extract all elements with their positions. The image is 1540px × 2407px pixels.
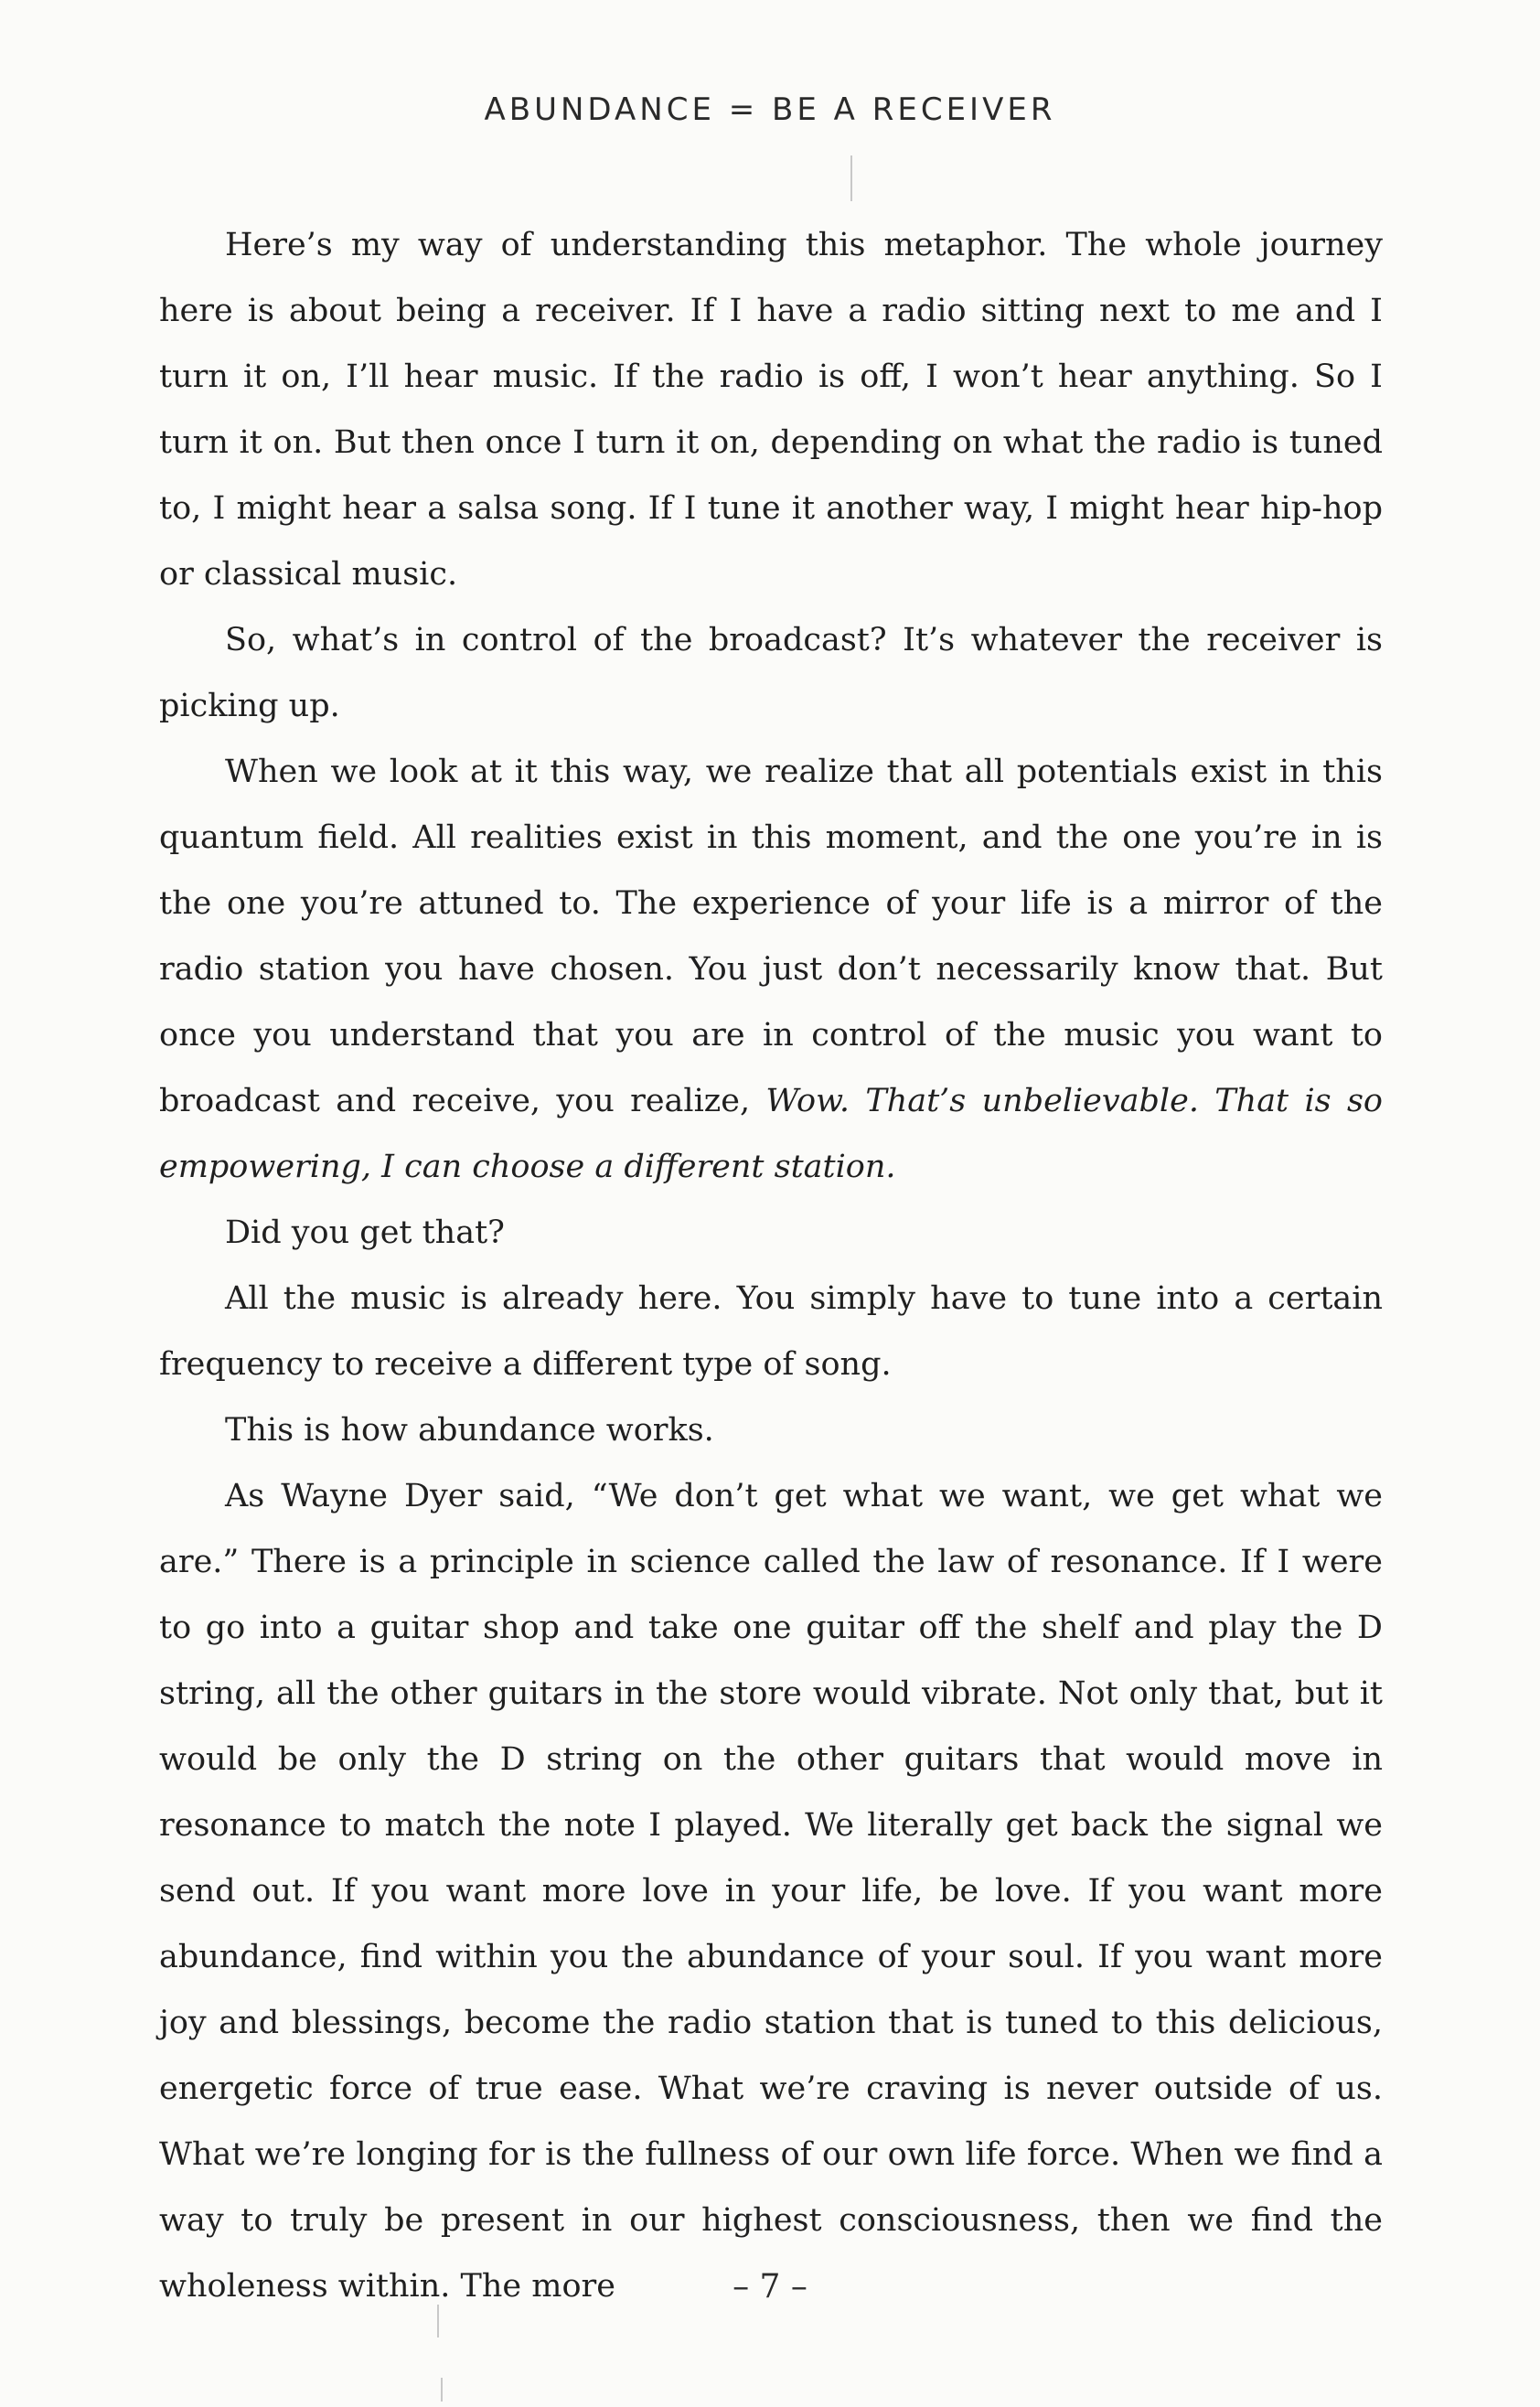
paragraph-7-text: As Wayne Dyer said, “We don’t get what we want, we get what we are.” There is a principle in science called the law of resonance. If I were to go into a guitar shop and take one guitar off the shelf and play the D string, all the other guitars in the store would vibrate. Not only that, but it would be only the D string on the other guitars that would move in resonance to match the note I played. We literally get back the signal we send out. If you want more love in your life, be love. If you want more abundance, find within you the abundance of your soul. If you want more joy and blessings, become the radio station that is tuned to this delicious, energetic force of true ease. What we’re craving is never outside of us. What we’re longing for is the fullness of our own life force. When we find a way to truly be present in our highest consciousness, then we find the wholeness within. The more [159,1478,1383,2305]
running-head: ABUNDANCE = BE A RECEIVER [484,91,1056,128]
paragraph-6 [159,1397,1383,1463]
paragraph-1-text: Here’s my way of understanding this metaphor. The whole journey here is about being a receiver. If I have a radio sitting next to me and I turn it on, I’ll hear music. If the radio is off, I won’t hear anything. So I turn it on. But then once I turn it on, depending on what the radio is tuned to, I might hear a salsa song. If I tune it another way, I might hear hip-hop or classical music. [159,227,1383,593]
paragraph-5-text: All the music is already here. You simply have to tune into a certain frequency to receive a different type of song. [159,1280,1383,1383]
paragraph-2 [159,607,1383,739]
page-number: – 7 – [733,2268,807,2305]
paragraph-5 [159,1266,1383,1397]
paragraph-4 [159,1200,1383,1266]
scan-mark-top [850,155,852,201]
paragraph-3-text: When we look at it this way, we realize that all potentials exist in this quantum field. All realities exist in this moment, and the one you’re in is the one you’re attuned to. The experience of your life is a mirror of the radio station you have chosen. You just don’t necessarily know that. But once you understand that you are in control of the music you want to broadcast and receive, you realize, [159,754,1383,1119]
paragraph-1 [159,212,1383,607]
scan-mark-bottom-2 [441,2378,443,2402]
paragraph-7 [159,1463,1383,2319]
paragraph-4-text: Did you get that? [225,1214,505,1251]
scan-mark-bottom-1 [437,2305,439,2337]
body-text [159,212,1383,2319]
paragraph-6-text: This is how abundance works. [225,1412,714,1449]
paragraph-3 [159,739,1383,1200]
paragraph-3-italic: Wow. That’s unbelievable. That is so empowering, I can choose a different station. [159,1083,1383,1185]
paragraph-2-text: So, what’s in control of the broadcast? It’s whatever the receiver is picking up. [159,622,1383,724]
